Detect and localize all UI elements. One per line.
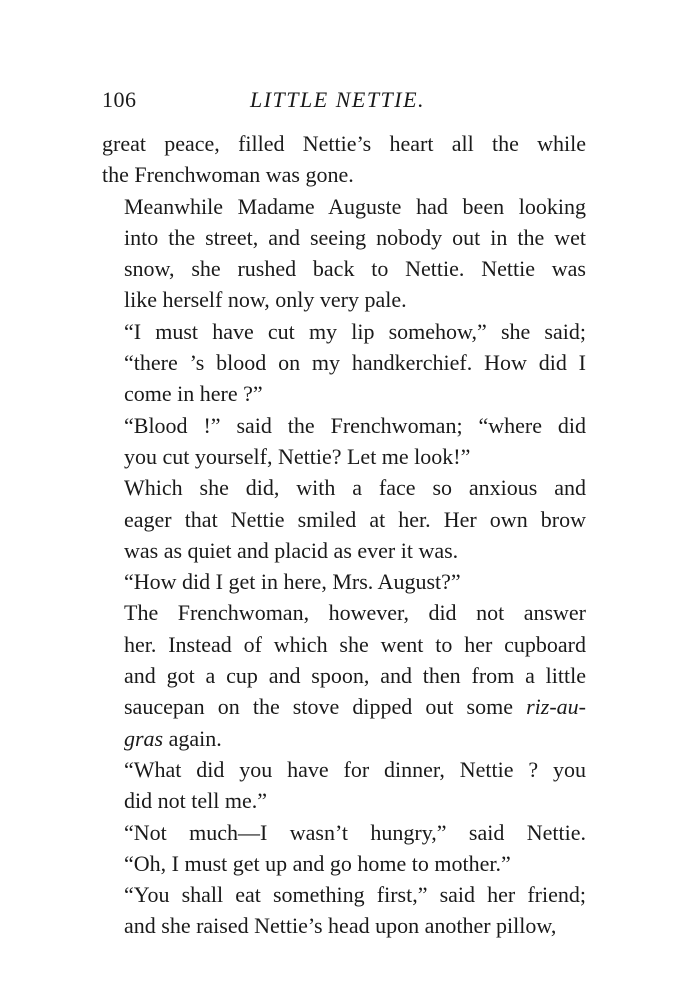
text-line: come in here ?” <box>124 381 263 407</box>
paragraph <box>102 191 586 316</box>
text-line: and she raised Nettie’s head upon another pillow, <box>124 913 557 939</box>
text-line: great peace, filled Nettie’s heart all the while <box>102 131 586 156</box>
paragraph <box>102 472 586 566</box>
text-line: did not tell me.” <box>124 788 267 814</box>
paragraph <box>102 566 586 597</box>
running-head <box>102 86 586 114</box>
page-number: 106 <box>102 87 137 112</box>
text-line: “Blood !” said the Frenchwoman; “where did <box>124 412 586 438</box>
paragraph <box>102 817 586 880</box>
text-line: eager that Nettie smiled at her. Her own brow <box>124 506 586 532</box>
text-line: snow, she rushed back to Nettie. Nettie was <box>124 256 586 282</box>
text-line: “You shall eat something first,” said her friend; <box>124 882 586 908</box>
text-line: The Frenchwoman, however, did not answer <box>124 600 586 626</box>
paragraph <box>102 316 586 410</box>
text-line: “I must have cut my lip somehow,” she said; <box>124 318 586 344</box>
text-line: and got a cup and spoon, and then from a little <box>124 663 586 689</box>
paragraph <box>102 754 586 817</box>
text-line: “Not much—I wasn’t hungry,” said Nettie. <box>124 819 586 845</box>
text-line: “Oh, I must get up and go home to mother.” <box>124 850 511 876</box>
paragraph <box>102 597 586 753</box>
text-line: her. Instead of which she went to her cupboard <box>124 631 586 657</box>
text-line: saucepan on the stove dipped out some riz-au- <box>124 694 586 720</box>
text-line: “there ’s blood on my handkerchief. How did I <box>124 350 586 376</box>
paragraph <box>102 410 586 473</box>
running-title: LITTLE NETTIE. <box>250 87 426 112</box>
italic-term: gras <box>124 725 164 751</box>
text-line: “How did I get in here, Mrs. August?” <box>124 569 461 595</box>
text-line: Which she did, with a face so anxious and <box>124 475 586 501</box>
text-line: gras again. <box>124 725 222 751</box>
italic-term: riz-au- <box>526 694 586 720</box>
paragraph <box>102 128 586 191</box>
body-text <box>102 128 586 942</box>
text-line: was as quiet and placid as ever it was. <box>124 537 459 563</box>
text-line: Meanwhile Madame Auguste had been looking <box>124 193 586 219</box>
text-line: you cut yourself, Nettie? Let me look!” <box>124 443 471 469</box>
text-line: like herself now, only very pale. <box>124 287 407 313</box>
text-line: the Frenchwoman was gone. <box>102 162 354 188</box>
text-line: “What did you have for dinner, Nettie ? you <box>124 756 586 782</box>
paragraph <box>102 879 586 942</box>
text-line: into the street, and seeing nobody out in the wet <box>124 224 586 250</box>
